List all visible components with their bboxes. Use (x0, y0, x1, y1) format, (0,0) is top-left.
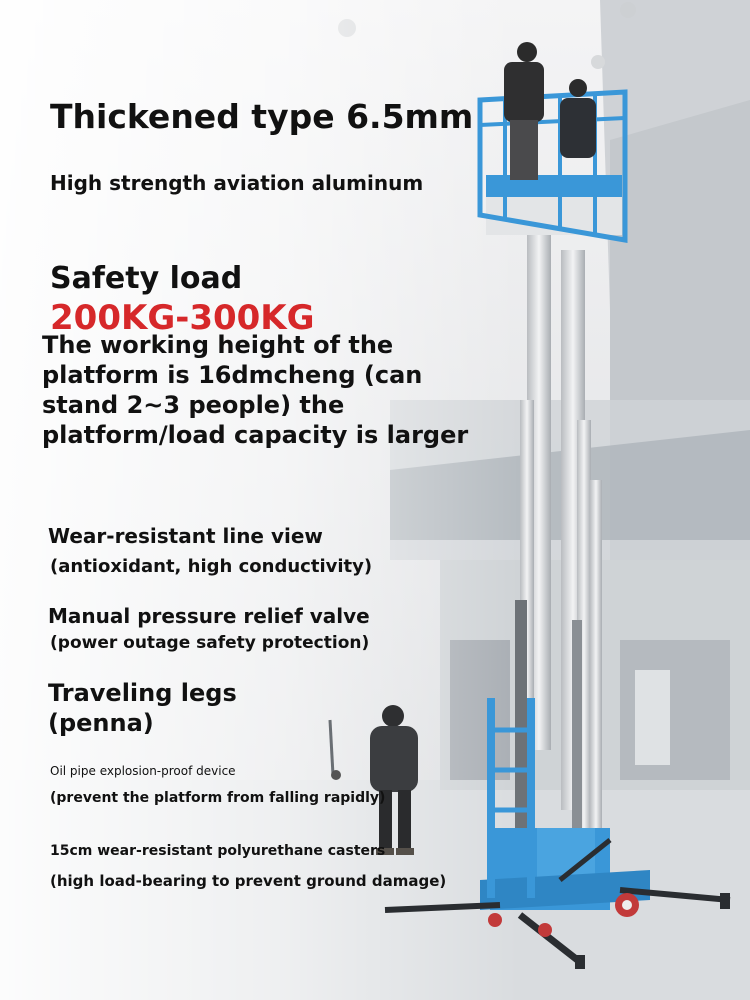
safety-load-value: 200KG-300KG (50, 298, 315, 338)
headline-thickness: Thickened type 6.5mm (50, 97, 474, 136)
feature-oil-pipe: Oil pipe explosion-proof device (50, 764, 236, 778)
feature-oil-pipe-note: (prevent the platform from falling rapidly) (50, 790, 386, 806)
feature-line-view: Wear-resistant line view (48, 524, 323, 548)
material-caption: High strength aviation aluminum (50, 171, 424, 195)
feature-line-view-note: (antioxidant, high conductivity) (50, 556, 373, 577)
safety-load-label: Safety load (50, 261, 243, 296)
feature-casters-note: (high load-bearing to prevent ground damage) (50, 872, 447, 890)
working-height-description: The working height of the platform is 16dmcheng (can stand 2~3 people) the platform/load capacity is larger (42, 331, 469, 449)
feature-relief-valve-note: (power outage safety protection) (50, 633, 370, 653)
feature-casters: 15cm wear-resistant polyurethane casters (50, 843, 386, 859)
feature-traveling-legs: Traveling legs (penna) (48, 679, 237, 737)
feature-relief-valve: Manual pressure relief valve (48, 604, 370, 628)
